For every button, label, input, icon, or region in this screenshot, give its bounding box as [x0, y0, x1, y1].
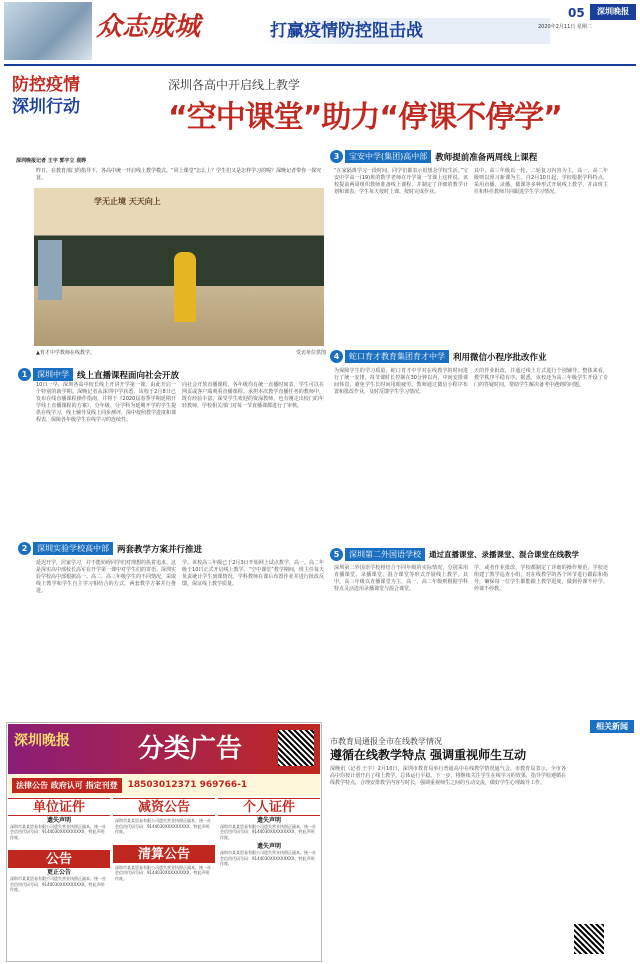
ad-category: 单位证件 [8, 798, 110, 816]
photo-caption: ▲育才中学教师在线教学。 [36, 350, 95, 356]
article-column: 10日一早，深圳各高中校长线上开讲开学第一课，由此开启一个特别的新学期。深晚记者从深圳中学获悉，该校于2月8日已发布在线直播课程操作指南，并将于《2020届春季学期延期开学线上直播课程的方案》，分年级、分学科为延期开学的学生提供在线学习，线上辅导及线上同步测评。深中按照教学进度和课程表，保障各年级学生在线学习的连续性。 [36, 382, 177, 423]
notice-title: 更正公告 [46, 869, 71, 877]
section-title: 教师提前准备两周线上课程 [435, 152, 538, 163]
ad-column [8, 798, 110, 960]
photo-caption-row [36, 350, 326, 357]
section-title: 通过直播课堂、录播课堂、混合课堂在线教学 [429, 550, 579, 559]
blackboard-text: 学无止境 天天向上 [94, 197, 161, 206]
section-number: 2 [18, 542, 31, 555]
ads-tagline: 法律公告 政府认可 指定刊登 [12, 778, 122, 793]
ad-notice [8, 868, 110, 894]
divider [4, 64, 636, 66]
issue-date: 2020年2月11日 星期二 [538, 24, 592, 30]
section-label: 蛇口育才教育集团育才中学 [345, 350, 449, 363]
notice-text: 深圳市某某贸易有限公司遗失营业执照正副本，统一社会信用代码号码：9144030XXXXXXXXX，特此声明作废。 [115, 818, 211, 835]
ads-phone: 18503012371 969766-1 [127, 780, 248, 790]
notice-text: 深圳市某某贸易有限公司遗失营业执照正副本，统一社会信用代码号码：9144030XXXXXXXXX，特此声明作废。 [220, 823, 316, 840]
section-3-header [330, 150, 636, 163]
ad-column [113, 798, 215, 960]
article-column: 学。该校高三年级已于2月3日开始网上试点教学，高一、高二年级于10日正式开启线上教学。“空中课堂”教学期间，班主任每天负责统计学生到课情况，学科教师在课后布置作业并进行批改反馈，保证线上教学质量。 [182, 560, 324, 587]
campaign-brand: 众志成城 [96, 12, 201, 42]
notice-text: 深圳市某某贸易有限公司遗失营业执照正副本，统一社会信用代码号码：9144030XXXXXXXXX，特此声明作废。 [10, 875, 106, 893]
ad-notice [113, 816, 215, 837]
photo-teacher [174, 252, 196, 322]
byline: 深圳晚报记者 王宇 郭宇立 袁晔 [16, 158, 87, 164]
ads-strip [8, 774, 320, 796]
ad-category: 清算公告 [113, 845, 215, 863]
tag-line-1: 防控疫情 [12, 75, 80, 95]
ad-notice [113, 863, 215, 884]
section-label: 深圳实验学校高中部 [33, 542, 113, 555]
notice-text: 深圳市某某贸易有限公司遗失营业执照正副本，统一社会信用代码号码：9144030XXXXXXXXX，特此声明作废。 [220, 849, 316, 867]
notice-title: 遗失声明 [46, 817, 71, 824]
section-number: 5 [330, 548, 343, 561]
ad-category: 减资公告 [113, 798, 215, 816]
notice-title: 遗失声明 [256, 817, 281, 824]
page-header [0, 0, 640, 62]
newspaper-logo: 深圳晚报 [590, 4, 636, 20]
section-2-header [18, 542, 328, 555]
campaign-slogan: 打赢疫情防控阻击战 [260, 18, 550, 44]
section-number: 1 [18, 368, 31, 381]
article-column: “在家隔离学习一段时间，同学们都表示很想念学校生活。”宝安中学高一(19)班的数学老师在开学第一节课上这样说。该校提前两周组织教师准备线上课程，并制定了详细的教学计划和课表，学生每天按时上课、按时完成作业。 [334, 168, 468, 195]
section-number: 4 [330, 350, 343, 363]
tag-line-2: 深圳行动 [12, 97, 80, 117]
article-column: 其中，高三年级以一轮、二轮复习内容为主，高一、高二年级则以预习新课为主。自2月10日起，学校根据学科特点，采用直播、录播、微课等多种形式开展线上教学，并由班主任和科任教师共同跟进学生学习情况。 [474, 168, 608, 195]
notice-text: 深圳市某某贸易有限公司遗失营业执照正副本，统一社会信用代码号码：9144030XXXXXXXXX，特此声明作废。 [10, 823, 106, 840]
ads-grid [8, 798, 320, 960]
notice-title: 遗失声明 [256, 843, 281, 851]
section-label: 深圳第二外国语学校 [345, 548, 425, 561]
related-headline: 遵循在线教学特点 强调重视师生互动 [330, 748, 527, 762]
article-column: 延迟开学，居家学习，并不能妨碍同学们对理想的执着追求。这是深实高中部校长高军在开学第一课中对学生们的寄语。深圳实验学校高中部根据高一、高二、高三年级学生的不同情况，采取线上教学和学生自主学习相结合的方式，两套教学方案并行推进。 [36, 560, 177, 594]
article-column: 学，或者作业批改，学校都制定了详细的操作规范。学校还组建了教学巡查小组，对在线教学的各个环节进行跟踪和指导，确保每一位学生都能跟上教学进度，做到停课不停学、停课不停教。 [474, 565, 608, 592]
lead-paragraph: 昨日，在教育部门的指导下，各高中统一开启线上教学模式。“同上课堂”怎么上？学生们又是怎样学习的呢？深晚记者带你一探究竟。 [36, 168, 322, 181]
article-column: 深圳第二外国语学校将结合不同年级的实际情况，分别采用直播课堂、录播课堂、混合课堂等形式开展线上教学。其中，高三年级以直播课堂为主，高一、高二年级则根据学科特点灵活选用录播课堂与混合课堂。 [334, 565, 468, 592]
section-1-header [18, 368, 328, 381]
section-title: 线上直播课程面向社会开放 [77, 370, 180, 381]
section-4-header [330, 350, 636, 363]
ad-column [218, 798, 320, 960]
ads-paper-name: 深圳晚报 [14, 733, 70, 749]
section-title: 利用微信小程序批改作业 [453, 352, 547, 363]
section-5-header [330, 548, 636, 561]
qr-code-icon [278, 730, 314, 766]
page-number: 05 [568, 6, 585, 20]
photo-window [38, 240, 62, 300]
ad-notice [218, 816, 320, 869]
photo-credit: 受访单位供图 [295, 350, 326, 356]
section-tag [12, 74, 124, 134]
related-body: 深晚讯（记者 王宇）2月10日，深圳市教育局举行普通高中在线教学情况通气会。市教育局表示，全市各高中均按计划开启了线上教学，总体运行平稳。下一步，将继续关注学生在线学习的效果，指导学校遵循在线教学特点，合理安排教学内容与时长，强调重视师生之间的互动交流，做好学生心理疏导工作。 [330, 766, 566, 786]
article-column: 为保障学生的学习质量，蛇口育才中学对在线教学的时间进行了统一安排，每节课时长控制在30分钟以内，中间安排课间休息，避免学生长时间用眼疲劳。教师通过微信小程序布置和批改作业，及时反馈学生学习情况。 [334, 368, 468, 395]
section-label: 宝安中学(集团)高中部 [345, 150, 431, 163]
related-kicker: 市教育局通报全市在线教学情况 [330, 737, 442, 746]
section-number: 3 [330, 150, 343, 163]
section-title: 两套教学方案并行推进 [117, 544, 203, 555]
article-headline: “空中课堂”助力“停课不停学” [168, 100, 562, 135]
notice-text: 深圳市某某贸易有限公司遗失营业执照正副本，统一社会信用代码号码：9144030XXXXXXXXX，特此声明作废。 [115, 864, 211, 881]
ad-category: 个人证件 [218, 798, 320, 816]
related-label: 相关新闻 [590, 720, 634, 733]
section-label: 深圳中学 [33, 368, 73, 381]
ads-banner [8, 724, 320, 774]
article-kicker: 深圳各高中开启线上教学 [168, 78, 301, 92]
ad-notice [8, 816, 110, 842]
qr-code-icon [574, 924, 604, 954]
related-band [330, 720, 634, 732]
header-photo [4, 2, 92, 60]
article-column: 天的作业批改，并通过线上方式进行个别辅导。整体来看，教学秩序平稳有序。据悉，该校还为高三年级学生开设了专门的答疑时间，帮助学生解决备考中遇到的问题。 [474, 368, 608, 388]
ads-title: 分类广告 [138, 734, 243, 764]
article-column: 向社会开放直播课程，各年级均有统一直播时间表，学生可以在网页或客户端观看直播课程。承担本次教学直播任务的教师中，既有经验丰富、深受学生欢迎的资深教师，也有刚走出校门的年轻教师，学校相关部门对每一节直播课都进行了审核。 [182, 382, 324, 409]
ad-category: 公告 [8, 850, 110, 868]
article-photo [34, 188, 324, 346]
